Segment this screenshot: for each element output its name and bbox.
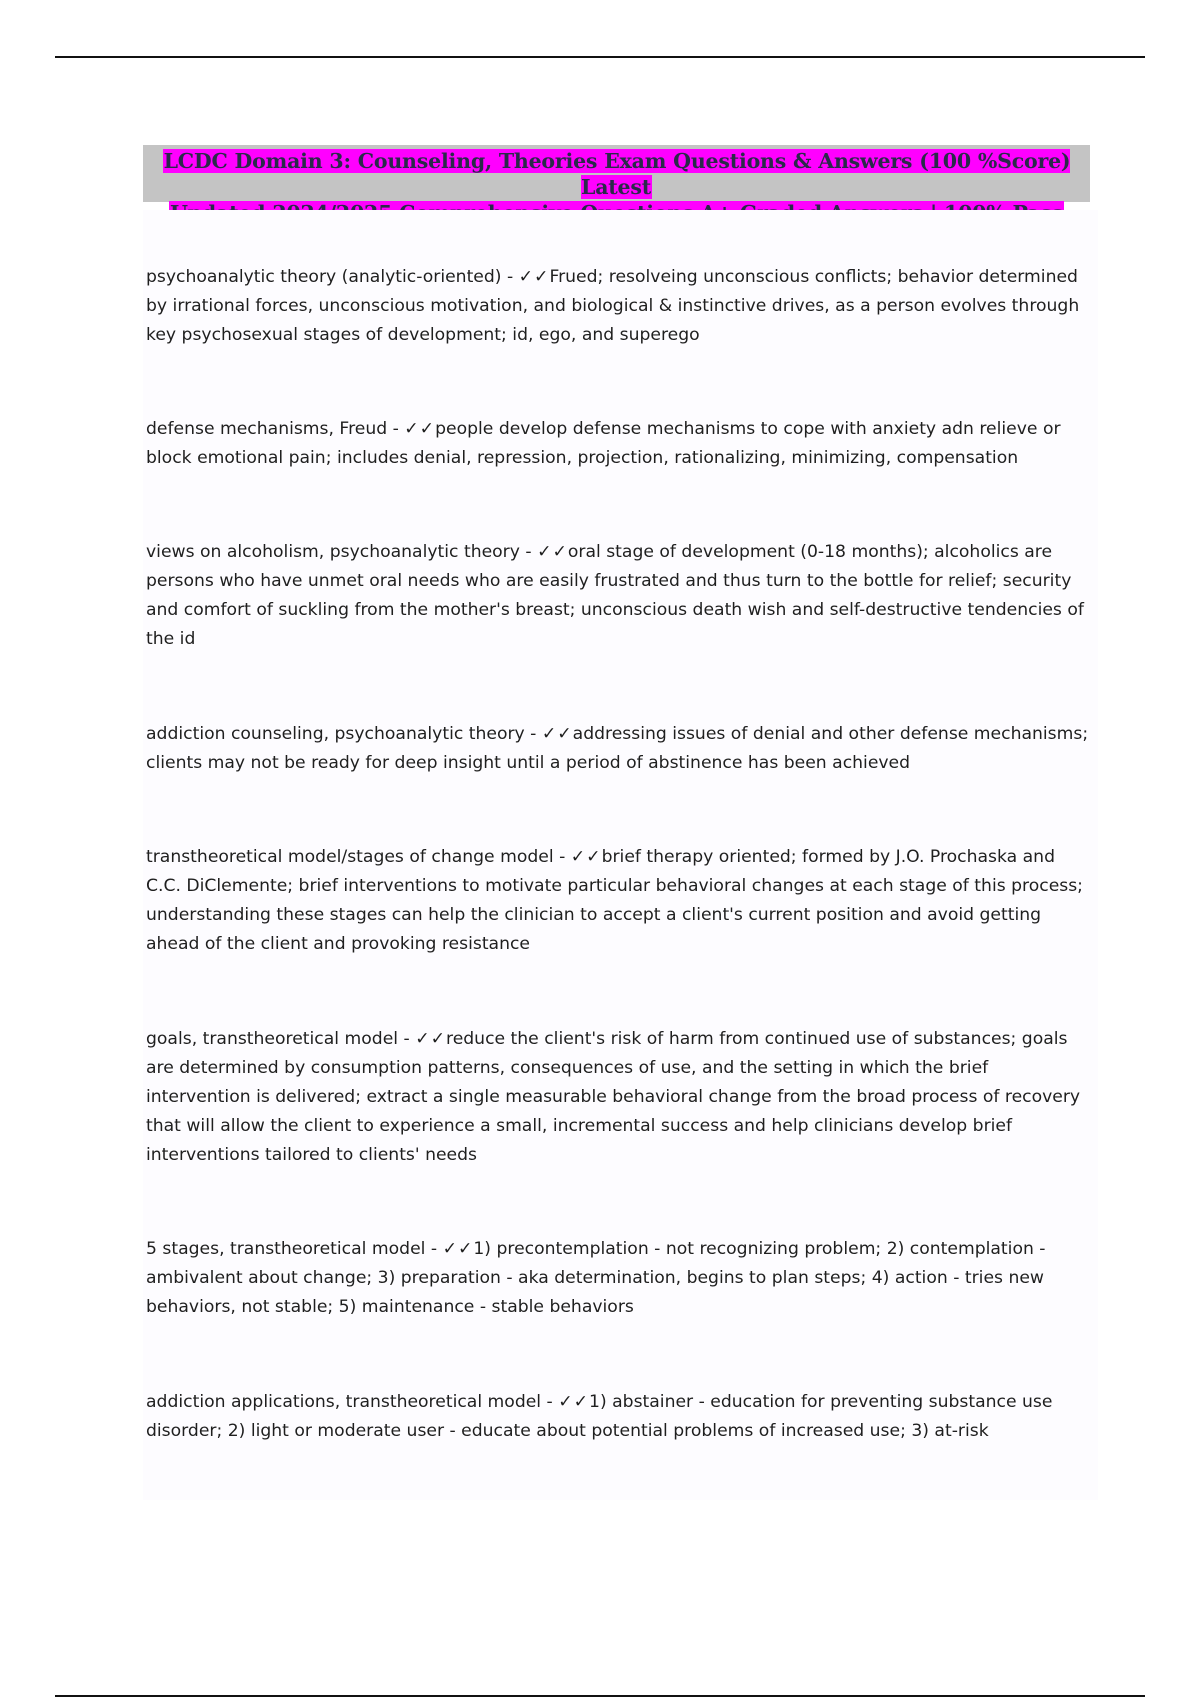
qa-entry — [146, 1388, 1092, 1446]
bottom-rule — [55, 1695, 1145, 1697]
entry-separator: - — [501, 267, 519, 287]
entry-separator: - — [398, 1029, 416, 1049]
entry-definition: 1) precontemplation - not recognizing problem; 2) contemplation - ambivalent about change; 3) preparation - aka determination, begins to plan steps; 4) action - tries new behaviors, not stable; 5) maintenance - stable behaviors — [146, 1239, 1046, 1317]
entry-definition: people develop defense mechanisms to cope with anxiety adn relieve or block emotional pain; includes denial, repression, projection, rationalizing, minimizing, compensation — [146, 419, 1061, 468]
qa-entry — [146, 263, 1092, 350]
entry-definition: addressing issues of denial and other defense mechanisms; clients may not be ready for deep insight until a period of abstinence has been achieved — [146, 724, 1089, 773]
entry-definition: reduce the client's risk of harm from continued use of substances; goals are determined by consumption patterns, consequences of use, and the setting in which the brief intervention is delivered; extract a single measurable behavioral change from the broad process of recovery that will allow the client to experience a small, incremental success and help clinicians develop brief interventions tailored to clients' needs — [146, 1029, 1081, 1165]
title-line-1: LCDC Domain 3: Counseling, Theories Exam Questions & Answers (100 %Score) Latest — [163, 149, 1071, 199]
entry-term: addiction applications, transtheoretical model — [146, 1392, 542, 1412]
entry-term: addiction counseling, psychoanalytic theory — [146, 724, 525, 744]
entry-definition: oral stage of development (0-18 months); alcoholics are persons who have unmet oral needs who are easily frustrated and thus turn to the bottle for relief; security and comfort of suckling from the mother's breast; unconscious death wish and self-destructive tendencies of the id — [146, 542, 1084, 649]
qa-entry — [146, 538, 1092, 654]
qa-entry — [146, 720, 1092, 778]
check-marks-icon: ✓✓ — [541, 724, 573, 744]
qa-entry — [146, 843, 1092, 959]
entry-separator: - — [425, 1239, 443, 1259]
entry-term: psychoanalytic theory (analytic-oriented) — [146, 267, 502, 287]
entry-separator: - — [553, 847, 571, 867]
check-marks-icon: ✓✓ — [558, 1392, 590, 1412]
check-marks-icon: ✓✓ — [442, 1239, 474, 1259]
entry-definition: Frued; resolveing unconscious conflicts; behavior determined by irrational forces, unconscious motivation, and biological & instinctive drives, as a person evolves through key psychosexual stages of development; id, ego, and superego — [146, 267, 1080, 345]
entry-definition: brief therapy oriented; formed by J.O. Prochaska and C.C. DiClemente; brief interventions to motivate particular behavioral changes at each stage of this process; understanding these stages can help the clinician to accept a client's current position and avoid getting ahead of the client and provoking resistance — [146, 847, 1083, 954]
entry-separator: - — [519, 542, 538, 562]
qa-entry — [146, 415, 1092, 473]
top-rule — [55, 56, 1145, 58]
entry-term: transtheoretical model/stages of change model — [146, 847, 554, 867]
entry-term: 5 stages, transtheoretical model — [146, 1239, 426, 1259]
entry-term: goals, transtheoretical model — [146, 1029, 399, 1049]
check-marks-icon: ✓✓ — [518, 267, 550, 287]
entry-definition: 1) abstainer - education for preventing substance use disorder; 2) light or moderate user - educate about potential problems of increased use; 3) at-risk — [146, 1392, 1053, 1441]
check-marks-icon: ✓✓ — [537, 542, 568, 562]
qa-entry — [146, 1235, 1092, 1322]
entry-separator: - — [524, 724, 542, 744]
check-marks-icon: ✓✓ — [415, 1029, 446, 1049]
entry-term: views on alcoholism, psychoanalytic theory — [146, 542, 520, 562]
entry-separator: - — [387, 419, 405, 439]
entry-term: defense mechanisms, Freud — [146, 419, 388, 439]
check-marks-icon: ✓✓ — [404, 419, 436, 439]
check-marks-icon: ✓✓ — [570, 847, 602, 867]
qa-entry — [146, 1025, 1092, 1170]
entry-separator: - — [541, 1392, 559, 1412]
document-title — [143, 145, 1090, 202]
